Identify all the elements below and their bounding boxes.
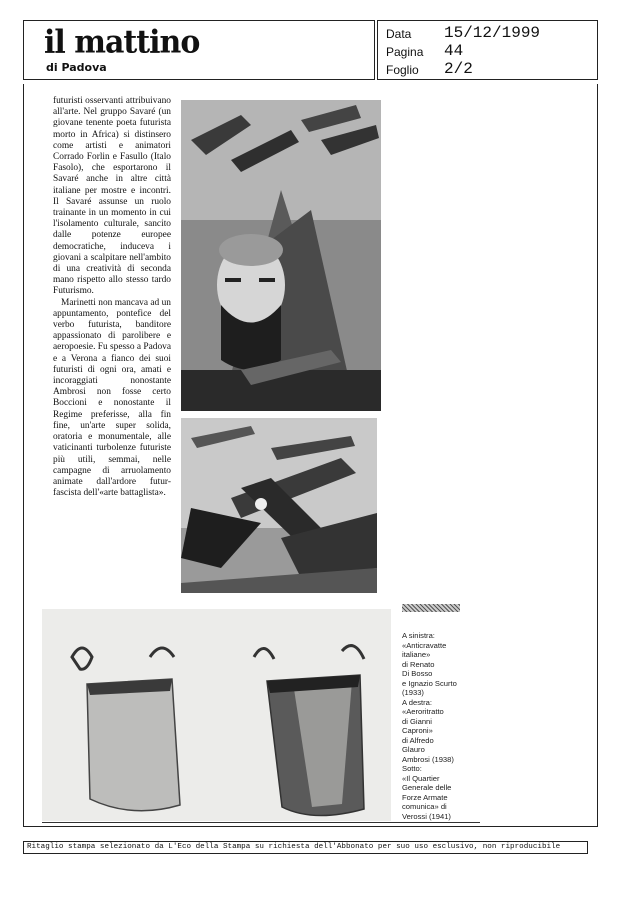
photo-caption <box>402 631 482 821</box>
caption-line: Generale delle <box>402 783 452 792</box>
divider-line <box>42 822 480 823</box>
newspaper-logo: il mattino <box>44 24 200 61</box>
meta-label: Foglio <box>386 63 419 77</box>
caption-line: italiane» <box>402 650 431 659</box>
caption-line: «Il Quartier <box>402 773 440 783</box>
clipping-meta-box <box>377 20 598 80</box>
meta-label: Data <box>386 27 412 41</box>
metal-objects-photo <box>42 609 391 821</box>
caption-line: di Gianni <box>402 716 432 726</box>
caption-line: Forze Armate <box>402 792 448 802</box>
article-column <box>53 96 171 499</box>
aeroportrait-image <box>181 100 381 411</box>
masthead-box <box>23 20 375 80</box>
caption-line: Verossi (1941) <box>402 811 451 821</box>
caption-line: Sotto: <box>402 764 422 773</box>
meta-label: Pagina <box>386 45 424 59</box>
meta-value: 15/12/1999 <box>444 24 541 42</box>
caption-line: e Ignazio Scurto <box>402 678 457 688</box>
caption-line: Caproni» <box>402 726 433 735</box>
meta-value: 2/2 <box>444 60 473 78</box>
press-clipping-notice: Ritaglio stampa selezionato da L'Eco della Stampa su richiesta dell'Abbonato per suo uso esclusivo, non riproducibile <box>23 841 588 854</box>
meta-value: 44 <box>444 42 464 60</box>
caption-line: «Anticravatte <box>402 640 447 650</box>
headquarters-painting-image <box>181 418 377 593</box>
article-paragraph: Marinetti non mancava ad un appuntamento, pontefice del verbo futurista, banditore appassionato di parolibere e aeropoesie. Fu spesso a Padova e a Verona a fianco dei suoi futuristi di ogni ora, amati e incoraggiati nonostante Ambrosi non fosse certo Boccioni e nonostante il Regime preferisse, alla fin fine, un'arte super solida, oratoria e monumentale, alle vaticinanti turbolenze futuriste più utili, semmai, nelle campagne di arruolamento animate dall'ardore futur-fascista dell'«arte battaglista». <box>53 297 171 499</box>
caption-line: A sinistra: <box>402 631 435 640</box>
caption-line: Di Bosso <box>402 669 433 678</box>
caption-line: «Aeroritratto <box>402 707 444 716</box>
article-paragraph: futuristi osservanti attribuivano all'arte. Nel gruppo Savaré (un giovane tenente poeta futurista morto in Africa) si distinsero come artisti e animatori Corrado Forlin e Fasullo (Italo Fasolo), che esportarono il Savaré anche in altre città italiane per mostre e incontri. Il Savaré assunse un ruolo trainante in un momento in cui l'isolamento culturale, sancito dalle potenze europee democratiche, induceva i giovani a scalpitare nell'ambito di una creatività di seconda mano rispetto allo stesso tardo Futurismo. <box>53 96 171 297</box>
caption-line: comunica» di <box>402 802 447 811</box>
caption-line: A destra: <box>402 697 432 707</box>
caption-marker <box>402 604 460 612</box>
caption-line: di Alfredo <box>402 735 434 745</box>
newspaper-edition: di Padova <box>46 61 107 74</box>
caption-line: (1933) <box>402 688 424 697</box>
caption-line: Glauro <box>402 745 425 754</box>
caption-line: Ambrosi (1938) <box>402 754 454 764</box>
caption-line: di Renato <box>402 659 435 669</box>
